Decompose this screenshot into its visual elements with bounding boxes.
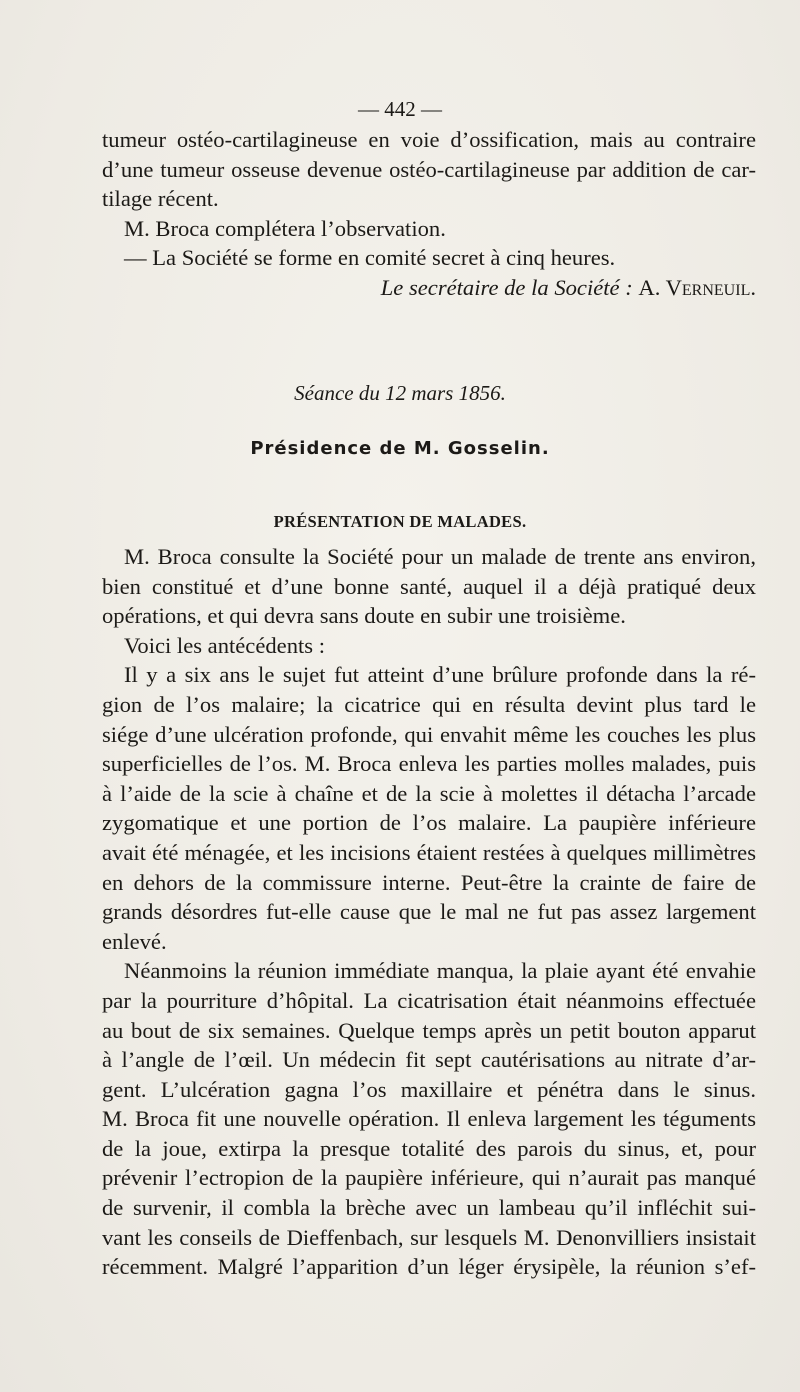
text-line: superficielles de l’os. M. Broca enleva les parties molles malades, puis [102, 751, 756, 777]
session-date-heading: Séance du 12 mars 1856. [294, 381, 506, 405]
text-line: de la joue, extirpa la presque totalité des parois du sinus, et, pour [102, 1135, 756, 1161]
text-line: siége d’une ulcération profonde, qui envahit même les couches les plus [102, 721, 756, 747]
text-line: en dehors de la commissure interne. Peut-être la crainte de faire de [102, 869, 756, 895]
text-line: tilage récent. [102, 186, 219, 212]
text-line: récemment. Malgré l’apparition d’un léger érysipèle, la réunion s’ef- [102, 1254, 756, 1280]
text-line: bien constitué et d’une bonne santé, auquel il a déjà pratiqué deux [102, 573, 756, 599]
text-line: M. Broca fit une nouvelle opération. Il enleva largement les téguments [102, 1106, 756, 1132]
text-line: opérations, et qui devra sans doute en subir une troisième. [102, 603, 626, 629]
text-line: Néanmoins la réunion immédiate manqua, la plaie ayant été envahie [124, 958, 756, 984]
text-line: enlevé. [102, 928, 167, 954]
text-line: M. Broca complétera l’observation. [124, 215, 446, 241]
text-line: vant les conseils de Dieffenbach, sur lesquels M. Denonvilliers insistait [102, 1224, 756, 1250]
text-line: — La Société se forme en comité secret à cinq heures. [124, 245, 616, 271]
signature-prefix: Le secrétaire de la Société : [380, 274, 633, 300]
text-line: au bout de six semaines. Quelque temps après un petit bouton apparut [102, 1017, 756, 1043]
signature-name: A. Verneuil. [638, 274, 756, 300]
section-title: PRÉSENTATION DE MALADES. [273, 512, 527, 531]
text-line: zygomatique et une portion de l’os malaire. La paupière inférieure [102, 810, 756, 836]
text-line: M. Broca consulte la Société pour un malade de trente ans environ, [124, 544, 756, 569]
secretary-signature [102, 273, 756, 303]
text-line: grands désordres fut-elle cause que le mal ne fut pas assez largement [102, 899, 756, 925]
text-line: avait été ménagée, et les incisions étaient restées à quelques millimètres [102, 839, 756, 865]
text-line: à l’aide de la scie à chaîne et de la scie à molettes il détacha l’arcade [102, 780, 756, 806]
page-number: — 442 — [358, 97, 442, 121]
text-line: gent. L’ulcération gagna l’os maxillaire et pénétra dans le sinus. [102, 1076, 756, 1102]
text-line: d’une tumeur osseuse devenue ostéo-cartilagineuse par addition de car- [102, 156, 756, 182]
text-line: de survenir, il combla la brèche avec un lambeau qu’il infléchit sui- [102, 1195, 756, 1221]
text-line: gion de l’os malaire; la cicatrice qui en résulta devint plus tard le [102, 691, 756, 717]
paragraph-previous-session [102, 125, 756, 303]
text-line: Il y a six ans le sujet fut atteint d’une brûlure profonde dans la ré- [124, 662, 756, 688]
presidency-heading: Présidence de M. Gosselin. [250, 438, 550, 459]
text-line: par la pourriture d’hôpital. La cicatrisation était néanmoins effectuée [102, 987, 756, 1013]
case-presentation [102, 542, 756, 1282]
text-line: Voici les antécédents : [124, 632, 325, 658]
text-line: prévenir l’ectropion de la paupière inférieure, qui n’aurait pas manqué [102, 1165, 756, 1191]
text-line: à l’angle de l’œil. Un médecin fit sept cautérisations au nitrate d’ar- [102, 1047, 756, 1073]
text-line: tumeur ostéo-cartilagineuse en voie d’ossification, mais au contraire [102, 127, 756, 152]
